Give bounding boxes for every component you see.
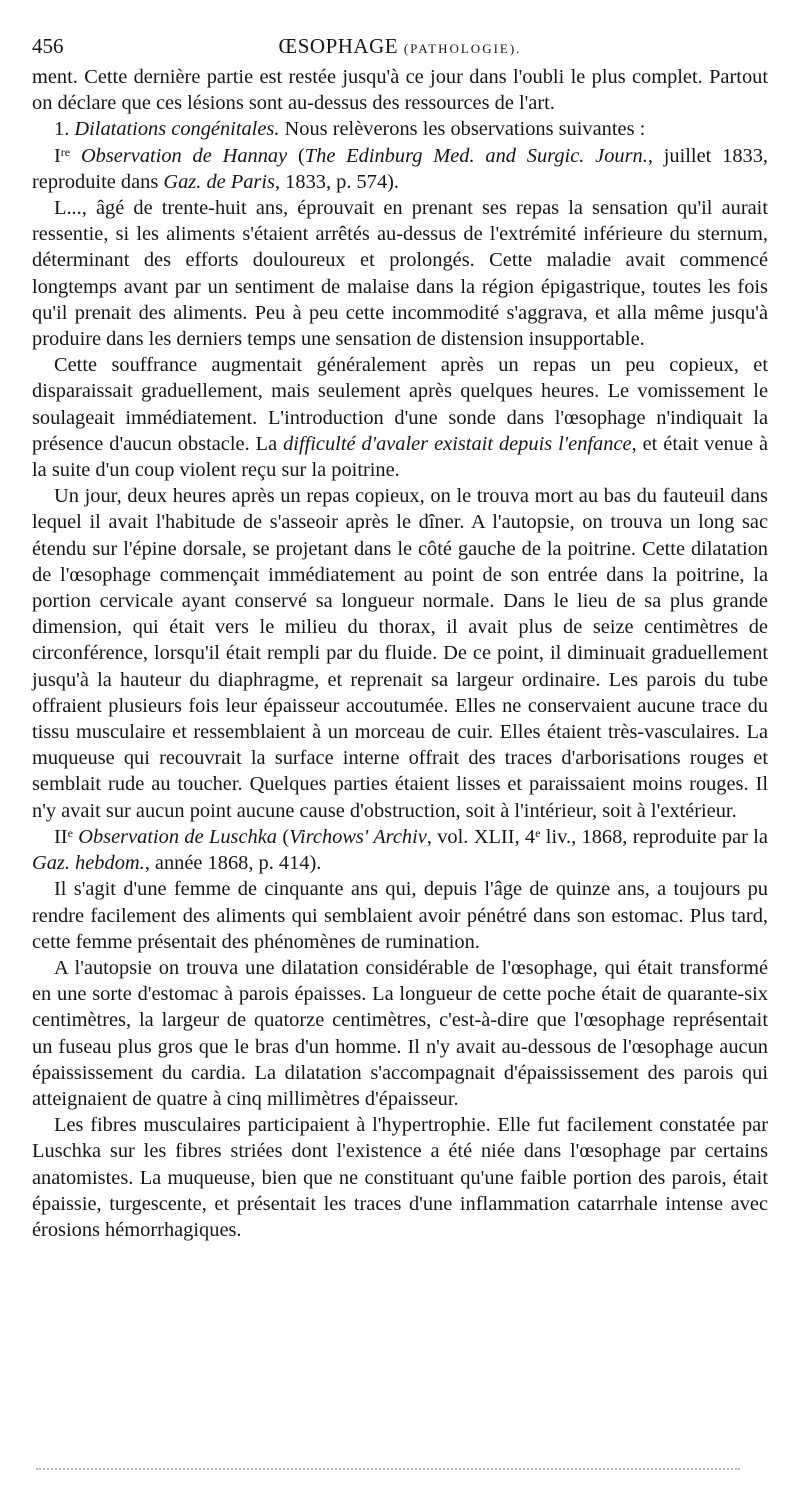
observation-number: I <box>54 144 61 167</box>
citation-detail: liv., 1868, reproduite par la <box>545 825 768 848</box>
page-number: 456 <box>32 34 64 58</box>
running-title <box>32 28 768 67</box>
section-heading-1 <box>32 116 768 142</box>
book-page <box>32 28 768 1243</box>
paragraph: Les fibres musculaires participaient à l'hypertrophie. Elle fut facilement constatée par Luschka sur les fibres striées dont l'existence a été niée dans l'œsophage par certains anatomistes. La muqueuse, bien que ne constituant qu'une faible portion des parois, était épaissie, turgescente, et présentait les traces d'une inflammation catarrhale intense avec érosions hémorrhagiques. <box>32 1114 768 1241</box>
paragraph: Il s'agit d'une femme de cinquante ans qui, depuis l'âge de quinze ans, a toujours pu rendre facilement des aliments qui semblaient avoir pénétré dans son estomac. Plus tard, cette femme présentait des phénomènes de rumination. <box>32 878 768 953</box>
paragraph-text: Cette souffrance augmentait généralement après un repas un peu copieux, et disparaissait graduellement, mais seulement après quelques heures. Le vomissement le soulageait immédiatement. L'introduction d'une sonde dans l'œsophage n'indiquait la présence d'aucun obstacle. La <box>32 354 768 455</box>
open-paren: ( <box>297 144 305 167</box>
emphasized-text: difficulté d'avaler existait depuis l'enfance <box>283 432 632 455</box>
journal-name: The Edinburg Med. and Surgic. Journ. <box>304 144 648 167</box>
ordinal-suffix: e <box>535 825 541 840</box>
observation-1-heading <box>32 143 768 195</box>
footer-dotted-rule <box>36 1468 740 1470</box>
running-title-main: ŒSOPHAGE <box>278 34 399 58</box>
paragraph: Un jour, deux heures après un repas copieux, on le trouva mort au bas du fauteuil dans lequel il avait l'habitude de s'asseoir après le dîner. A l'autopsie, on trouva un long sac étendu sur l'épine dorsale, se projetant dans le côté gauche de la poitrine. Cette dilatation de l'œsophage commençait immédiatement au point de son entrée dans la poitrine, la portion cervicale ayant conservé sa longueur normale. Dans le lieu de sa plus grande dimension, qui était vers le milieu du thorax, il avait plus de seize centimètres de circonférence, lorsqu'il était rempli par du fluide. De ce point, il diminuait graduellement jusqu'à la hauteur du diaphragme, et reprenait sa largeur ordinaire. Les parois du tube offraient plusieurs fois leur épaisseur accoutumée. Elles ne conservaient aucune trace du tissu musculaire et ressemblaient à un morceau de cuir. Elles étaient très-vasculaires. La muqueuse qui recouvrait la surface interne offrait des traces d'arborisations rouges et semblait rude au toucher. Quelques parties étaient lisses et paraissaient moins rouges. Il n'y avait sur aucun point aucune cause d'obstruction, soit à l'intérieur, soit à l'extérieur. <box>32 485 768 822</box>
running-header <box>32 28 768 64</box>
observation-number: II <box>54 825 68 848</box>
journal-name: Virchows' Archiv <box>289 825 427 848</box>
section-number: 1. <box>54 118 70 141</box>
ordinal-suffix: e <box>67 825 73 840</box>
citation-end: , année 1868, p. 414). <box>144 852 322 875</box>
observation-title: Observation de Hannay <box>80 144 288 167</box>
open-paren: ( <box>282 825 290 848</box>
citation-volume: , vol. XLII, 4 <box>426 825 536 848</box>
citation-detail: , juillet 1833, reproduite dans <box>32 144 769 193</box>
observation-title: Observation de Luschka <box>78 825 277 848</box>
paragraph <box>32 352 768 483</box>
section-intro: Nous relèverons les observations suivantes : <box>284 118 646 141</box>
paragraph: L..., âgé de trente-huit ans, éprouvait en prenant ses repas la sensation qu'il aurait ressentie, si les aliments s'étaient arrêtés au-dessus de l'extrémité inférieure du sternum, déterminant des efforts douloureux et prolongés. Cette maladie avait commencé longtemps avant par un sentiment de malaise dans la région épigastrique, toutes les fois qu'il prenait des aliments. Peu à peu cette incommodité s'aggrava, et alla même jusqu'à produire dans les derniers temps une sensation de distension insupportable. <box>32 197 768 351</box>
ordinal-suffix: re <box>60 144 71 159</box>
running-title-subtitle: (PATHOLOGIE). <box>403 41 522 56</box>
paragraph-text-end: , et était venue à la suite d'un coup violent reçu sur la poitrine. <box>32 432 768 482</box>
journal-name-2: Gaz. hebdom. <box>32 852 145 875</box>
paragraph-continuation: ment. Cette dernière partie est restée jusqu'à ce jour dans l'oubli le plus complet. Partout on déclare que ces lésions sont au-dessus des ressources de l'art. <box>32 66 768 115</box>
paragraph: A l'autopsie on trouva une dilatation considérable de l'œsophage, qui était transformé en une sorte d'estomac à parois épaisses. La longueur de cette poche était de quarante-six centimètres, la largeur de quatorze centimètres, c'est-à-dire que l'œsophage représentait un fuseau plus gros que le bras d'un homme. Il n'y avait au-dessous de l'œsophage aucun épaississement du cardia. La dilatation s'accompagnait d'épaississement des parois qui atteignaient de quatre à cinq millimètres d'épaisseur. <box>32 956 768 1110</box>
journal-name-2: Gaz. de Paris <box>163 170 275 193</box>
section-title: Dilatations congénitales. <box>74 118 280 141</box>
citation-end: , 1833, p. 574). <box>274 170 400 193</box>
observation-2-heading <box>32 824 768 876</box>
body-text <box>32 64 768 1243</box>
